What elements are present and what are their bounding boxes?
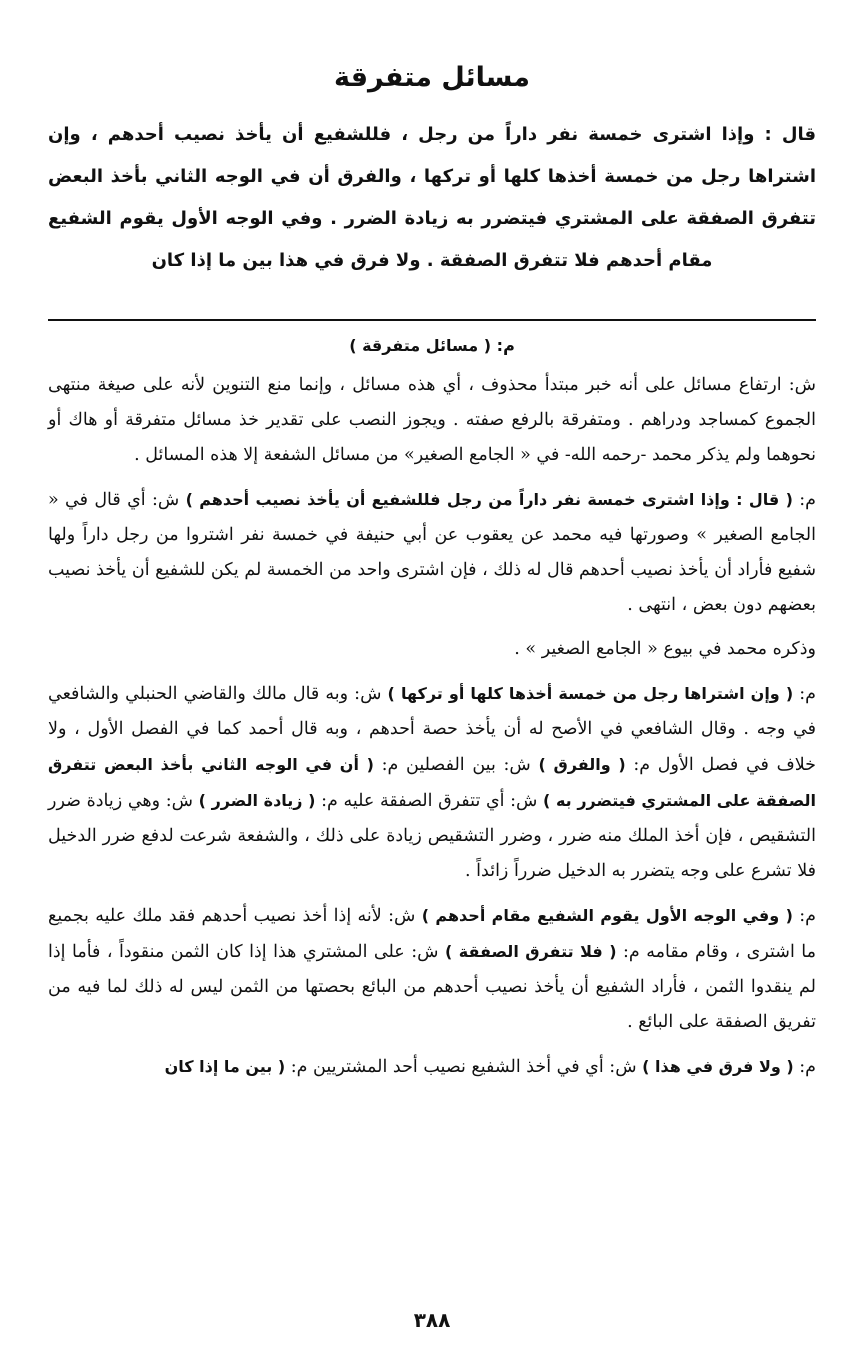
- matn-quote: ( والفرق ): [538, 755, 626, 774]
- matn-quote: ( بين ما إذا كان: [164, 1057, 286, 1076]
- sharh-text: ش: وهي زيادة ضرر التشقيص ، فإن أخذ الملك منه ضرر ، وضرر التشقيص زيادة على ذلك ، والشفعة شرعت لدفع ضرر الدخيل فلا تشرع على وجه يتضرر به الدخيل ضرراً زائداً .: [48, 791, 816, 881]
- matn-label: م:: [792, 490, 817, 510]
- page-title: مسائل متفرقة: [334, 62, 530, 93]
- sharh-text: ش: أي في أخذ الشفيع نصيب أحد المشتريين م:: [285, 1057, 643, 1077]
- matn-quote: ( وإن اشتراها رجل من خمسة أخذها كلها أو تركها ): [387, 684, 794, 703]
- commentary-paragraph-1: ش: ارتفاع مسائل على أنه خبر مبتدأ محذوف ، أي هذه مسائل ، وإنما منع التنوين لأنه على صيغة منتهى الجموع كمساجد ودراهم . ومتفرقة بالرفع صفته . ويجوز النصب على تقدير خذ مسائل متفرقة أو هاك أو نحوهما ولم يذكر محمد -رحمه الله- في « الجامع الصغير» من مسائل الشفعة إلا هذه المسائل .: [48, 375, 816, 465]
- matn-quote: ( زيادة الضرر ): [198, 791, 316, 810]
- page-number: ٣٨٨: [413, 1308, 451, 1332]
- sharh-text: ش: أي تتفرق الصفقة عليه م:: [315, 791, 544, 811]
- matn-label: م:: [792, 906, 816, 926]
- matn-quote: ( وفي الوجه الأول يقوم الشفيع مقام أحدهم ): [421, 906, 793, 925]
- commentary-heading: م: ( مسائل متفرقة ): [349, 336, 515, 355]
- matn-quote: ( أن في الوجه الثاني بأخذ البعض تتفرق الصفقة على المشتري فيتضرر به ): [48, 755, 816, 810]
- commentary-paragraph-6: [48, 1049, 816, 1085]
- matn-label: م:: [793, 1057, 816, 1077]
- commentary-section: [48, 326, 816, 1094]
- sharh-text: ش: أي قال في « الجامع الصغير » وصورتها فيه محمد عن يعقوب عن أبي حنيفة في خمسة نفر اشتروا من رجل داراً ولها شفيع فأراد أن يأخذ نصيب أحدهم قال له ذلك ، فإن اشترى واحد من الخمسة لم يكن للشفيع أن يأخذ نصيب بعضهم دون بعض ، انتهى .: [48, 490, 816, 615]
- commentary-paragraph-2: [48, 482, 816, 623]
- matn-quote: ( ولا فرق في هذا ): [642, 1057, 794, 1076]
- sharh-text: ش: لأنه إذا أخذ نصيب أحدهم فقد ملك عليه بجميع ما اشترى ، وقام مقامه م:: [48, 906, 817, 962]
- sharh-text: ش: وبه قال مالك والقاضي الحنبلي والشافعي في وجه . وقال الشافعي في الأصح له أن يأخذ حصة أحدهم ، وبه قال أحمد كما في الفصل الأول ، ولا خلاف في فصل الأول م:: [48, 684, 816, 775]
- divider-line: [48, 319, 816, 321]
- book-page: [48, 0, 816, 1372]
- commentary-paragraph-4: [48, 676, 816, 889]
- commentary-paragraph-3: وذكره محمد في بيوع « الجامع الصغير » .: [514, 639, 816, 659]
- matn-label: م:: [793, 684, 816, 704]
- sharh-text: ش: بين الفصلين م:: [373, 755, 539, 775]
- sharh-text: ش: على المشتري هذا إذا كان الثمن منقوداً ، فأما إذا لم ينقدوا الثمن ، فأراد الشفيع أن يأخذ نصيب أحدهم من البائع بحصتها من الثمن ليس له ذلك لما فيه من تفريق الصفقة على البائع .: [48, 942, 816, 1032]
- matn-text: قال : وإذا اشترى خمسة نفر داراً من رجل ، فللشفيع أن يأخذ نصيب أحدهم ، وإن اشتراها رجل من خمسة أخذها كلها أو تركها ، والفرق أن في الوجه الثاني بأخذ البعض تتفرق الصفقة على المشتري فيتضرر به زيادة الضرر . وفي الوجه الأول يقوم الشفيع مقام أحدهم فلا تتفرق الصفقة . ولا فرق في هذا بين ما إذا كان: [48, 124, 816, 271]
- commentary-paragraph-5: [48, 898, 816, 1040]
- matn-quote: ( فلا تتفرق الصفقة ): [445, 942, 617, 961]
- matn-quote: ( قال : وإذا اشترى خمسة نفر داراً من رجل فللشفيع أن يأخذ نصيب أحدهم ): [185, 490, 793, 509]
